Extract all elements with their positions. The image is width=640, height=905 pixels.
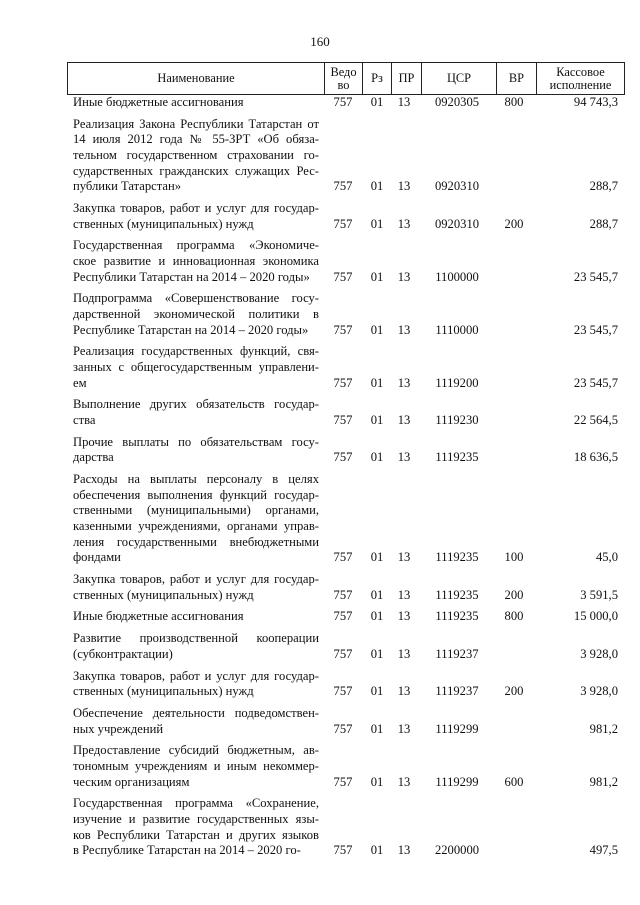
table-row bbox=[0, 344, 640, 391]
row-name-line: в Республике Татарстан на 2014 – 2020 го- bbox=[73, 843, 301, 858]
row-name bbox=[73, 397, 319, 428]
row-pr: 13 bbox=[397, 216, 411, 231]
row-sum: 3 591,5 bbox=[580, 587, 618, 602]
row-vr: 800 bbox=[504, 95, 524, 109]
row-name-line: фондами bbox=[73, 550, 121, 565]
table-row bbox=[0, 669, 640, 700]
row-rz: 01 bbox=[370, 322, 384, 337]
table-header bbox=[67, 62, 625, 95]
row-name-line: ское развитие и инновационная экономика bbox=[73, 253, 319, 268]
row-name-line: изучение и развитие государственных язы- bbox=[73, 811, 319, 826]
row-name bbox=[73, 95, 319, 111]
row-vr: 600 bbox=[504, 774, 524, 789]
row-pr: 13 bbox=[397, 269, 411, 284]
row-pr: 13 bbox=[397, 684, 411, 699]
row-vr: 100 bbox=[504, 550, 524, 565]
row-pr: 13 bbox=[397, 843, 411, 858]
row-sum: 23 545,7 bbox=[573, 375, 618, 390]
row-sum: 18 636,5 bbox=[573, 450, 618, 465]
row-sum: 981,2 bbox=[589, 774, 618, 789]
table-row bbox=[0, 95, 640, 111]
row-pr: 13 bbox=[397, 450, 411, 465]
header-vr-label: ВР bbox=[508, 71, 525, 85]
row-name bbox=[73, 631, 319, 662]
header-name bbox=[68, 63, 324, 94]
row-name bbox=[73, 609, 319, 625]
row-pr: 13 bbox=[397, 322, 411, 337]
row-csr: 0920310 bbox=[434, 216, 480, 231]
table-row bbox=[0, 706, 640, 737]
table-row bbox=[0, 291, 640, 338]
table-row bbox=[0, 609, 640, 625]
row-name-line: ления государственными внебюджетными bbox=[73, 534, 319, 549]
row-rz: 01 bbox=[370, 684, 384, 699]
row-vedo: 757 bbox=[333, 375, 353, 390]
row-name-line: тономным учреждениям и иным некоммер- bbox=[73, 758, 319, 773]
row-sum: 288,7 bbox=[589, 216, 618, 231]
row-sum: 3 928,0 bbox=[580, 646, 618, 661]
table-row bbox=[0, 472, 640, 566]
row-csr: 1100000 bbox=[435, 269, 479, 284]
table-row bbox=[0, 631, 640, 662]
row-name bbox=[73, 238, 319, 285]
header-csr bbox=[421, 63, 496, 94]
table-row bbox=[0, 435, 640, 466]
row-csr: 0920305 bbox=[434, 95, 480, 109]
row-name bbox=[73, 706, 319, 737]
row-rz: 01 bbox=[370, 95, 384, 109]
row-name-line: Республике Татарстан на 2014 – 2020 годы» bbox=[73, 322, 309, 337]
row-pr: 13 bbox=[397, 774, 411, 789]
row-name-line: Развитие производственной кооперации bbox=[73, 631, 319, 646]
row-name-line: Иные бюджетные ассигнования bbox=[73, 95, 244, 109]
row-name-line: 14 июля 2012 года № 55-ЗРТ «Об обяза- bbox=[73, 132, 319, 147]
row-sum: 288,7 bbox=[589, 179, 618, 194]
row-vedo: 757 bbox=[333, 721, 353, 736]
row-pr: 13 bbox=[397, 179, 411, 194]
header-csr-label: ЦСР bbox=[446, 71, 472, 85]
row-pr: 13 bbox=[397, 609, 411, 624]
row-name-line: Подпрограмма «Совершенствование госу- bbox=[73, 291, 319, 306]
row-pr: 13 bbox=[397, 646, 411, 661]
row-rz: 01 bbox=[370, 450, 384, 465]
row-name bbox=[73, 669, 319, 700]
row-sum: 45,0 bbox=[595, 550, 618, 565]
row-name-line: ков Республики Татарстан и других языков bbox=[73, 827, 319, 842]
row-vedo: 757 bbox=[333, 587, 353, 602]
row-vedo: 757 bbox=[333, 843, 353, 858]
row-rz: 01 bbox=[370, 721, 384, 736]
row-vedo: 757 bbox=[333, 179, 353, 194]
row-rz: 01 bbox=[370, 179, 384, 194]
row-vedo: 757 bbox=[333, 322, 353, 337]
header-rz bbox=[362, 63, 391, 94]
row-name-line: Закупка товаров, работ и услуг для государ- bbox=[73, 572, 319, 586]
row-name-line: дарственной экономической политики в bbox=[73, 306, 319, 321]
row-vedo: 757 bbox=[333, 609, 353, 624]
row-name-line: ственных (муниципальных) нужд bbox=[73, 684, 254, 699]
row-name-line: Иные бюджетные ассигнования bbox=[73, 609, 244, 624]
header-vedo-line2: во bbox=[337, 77, 350, 92]
row-name-line: казенными учреждениями, органами управ- bbox=[73, 518, 319, 533]
row-name-line: обеспечения выполнения функций государ- bbox=[73, 487, 319, 502]
row-name-line: Реализация государственных функций, свя- bbox=[73, 344, 319, 359]
row-name-line: тельном государственном страховании го- bbox=[73, 147, 319, 162]
header-pr-label: ПР bbox=[398, 71, 415, 85]
row-vedo: 757 bbox=[333, 216, 353, 231]
row-rz: 01 bbox=[370, 550, 384, 565]
row-csr: 1110000 bbox=[435, 322, 479, 337]
row-csr: 1119235 bbox=[435, 609, 479, 624]
row-csr: 1119237 bbox=[435, 646, 479, 661]
row-name-line: ственных (муниципальных) нужд bbox=[73, 216, 254, 231]
row-name-line: Прочие выплаты по обязательствам госу- bbox=[73, 434, 319, 449]
row-vedo: 757 bbox=[333, 550, 353, 565]
row-name-line: Предоставление субсидий бюджетным, ав- bbox=[73, 743, 319, 758]
row-csr: 1119200 bbox=[435, 375, 479, 390]
row-sum: 15 000,0 bbox=[573, 609, 618, 624]
row-name-line: публики Татарстан» bbox=[73, 179, 182, 194]
row-pr: 13 bbox=[397, 412, 411, 427]
header-vedo bbox=[324, 63, 362, 94]
row-pr: 13 bbox=[397, 95, 411, 109]
row-rz: 01 bbox=[370, 216, 384, 231]
row-vr: 800 bbox=[504, 609, 524, 624]
row-rz: 01 bbox=[370, 269, 384, 284]
row-name-line: Государственная программа «Экономиче- bbox=[73, 238, 319, 253]
row-name-line: Расходы на выплаты персоналу в целях bbox=[73, 472, 319, 487]
header-name-label: Наименование bbox=[157, 71, 235, 85]
row-name-line: Обеспечение деятельности подведомствен- bbox=[73, 706, 319, 720]
row-sum: 497,5 bbox=[589, 843, 618, 858]
header-sum-line1: Кассовое bbox=[556, 64, 605, 79]
row-vedo: 757 bbox=[333, 95, 353, 109]
header-rz-label: Рз bbox=[371, 71, 383, 85]
header-sum bbox=[536, 63, 624, 94]
row-vedo: 757 bbox=[333, 774, 353, 789]
row-sum: 23 545,7 bbox=[573, 322, 618, 337]
row-rz: 01 bbox=[370, 375, 384, 390]
row-name bbox=[73, 344, 319, 391]
row-csr: 1119235 bbox=[435, 450, 479, 465]
row-name bbox=[73, 743, 319, 790]
table-row bbox=[0, 201, 640, 232]
row-name-line: (субконтрактации) bbox=[73, 646, 173, 661]
row-name bbox=[73, 472, 319, 566]
row-sum: 3 928,0 bbox=[580, 684, 618, 699]
row-csr: 1119299 bbox=[435, 721, 479, 736]
row-rz: 01 bbox=[370, 843, 384, 858]
row-name-line: Закупка товаров, работ и услуг для государ- bbox=[73, 668, 319, 683]
row-vedo: 757 bbox=[333, 269, 353, 284]
table-row bbox=[0, 117, 640, 195]
row-name-line: Государственная программа «Сохранение, bbox=[73, 796, 319, 811]
row-name-line: ственными (муниципальными) органами, bbox=[73, 503, 319, 518]
header-vr bbox=[496, 63, 536, 94]
row-sum: 981,2 bbox=[589, 721, 618, 736]
row-name-line: занных с общегосударственным управлени- bbox=[73, 359, 319, 374]
row-vedo: 757 bbox=[333, 646, 353, 661]
row-vedo: 757 bbox=[333, 684, 353, 699]
row-sum: 23 545,7 bbox=[573, 269, 618, 284]
row-csr: 1119230 bbox=[435, 412, 479, 427]
row-name-line: дарства bbox=[73, 450, 114, 465]
row-sum: 94 743,3 bbox=[573, 95, 618, 109]
row-name bbox=[73, 291, 319, 338]
row-csr: 1119299 bbox=[435, 774, 479, 789]
row-csr: 1119235 bbox=[435, 550, 479, 565]
row-csr: 1119235 bbox=[435, 587, 479, 602]
row-name-line: сударственных гражданских служащих Рес- bbox=[73, 163, 319, 178]
row-name-line: ственных (муниципальных) нужд bbox=[73, 587, 254, 602]
row-name-line: ства bbox=[73, 412, 96, 427]
table-row bbox=[0, 796, 640, 858]
row-pr: 13 bbox=[397, 587, 411, 602]
row-csr: 1119237 bbox=[435, 684, 479, 699]
row-name-line: Выполнение других обязательств государ- bbox=[73, 397, 319, 412]
row-pr: 13 bbox=[397, 721, 411, 736]
row-rz: 01 bbox=[370, 587, 384, 602]
header-sum-line2: исполнение bbox=[549, 77, 612, 92]
row-pr: 13 bbox=[397, 375, 411, 390]
row-rz: 01 bbox=[370, 646, 384, 661]
row-name bbox=[73, 572, 319, 603]
row-name bbox=[73, 117, 319, 195]
header-pr bbox=[391, 63, 421, 94]
header-vedo-line1: Ведо bbox=[330, 64, 357, 79]
row-vedo: 757 bbox=[333, 450, 353, 465]
row-vr: 200 bbox=[504, 684, 524, 699]
row-rz: 01 bbox=[370, 412, 384, 427]
row-name-line: ных учреждений bbox=[73, 721, 164, 736]
row-name-line: Реализация Закона Республики Татарстан от bbox=[73, 116, 319, 131]
table-row bbox=[0, 572, 640, 603]
page-number: 160 bbox=[310, 34, 330, 49]
row-vedo: 757 bbox=[333, 412, 353, 427]
row-name bbox=[73, 201, 319, 232]
row-name-line: Республики Татарстан на 2014 – 2020 годы» bbox=[73, 269, 310, 284]
table-row bbox=[0, 238, 640, 285]
row-rz: 01 bbox=[370, 609, 384, 624]
table-row bbox=[0, 397, 640, 428]
row-name-line: ем bbox=[73, 375, 87, 390]
row-csr: 0920310 bbox=[434, 179, 480, 194]
row-csr: 2200000 bbox=[434, 843, 480, 858]
row-name-line: Закупка товаров, работ и услуг для государ- bbox=[73, 201, 319, 215]
table-row bbox=[0, 743, 640, 790]
row-name-line: ческим организациям bbox=[73, 774, 190, 789]
row-pr: 13 bbox=[397, 550, 411, 565]
row-sum: 22 564,5 bbox=[573, 412, 618, 427]
row-name bbox=[73, 435, 319, 466]
row-vr: 200 bbox=[504, 216, 524, 231]
row-vr: 200 bbox=[504, 587, 524, 602]
row-name bbox=[73, 796, 319, 858]
row-rz: 01 bbox=[370, 774, 384, 789]
